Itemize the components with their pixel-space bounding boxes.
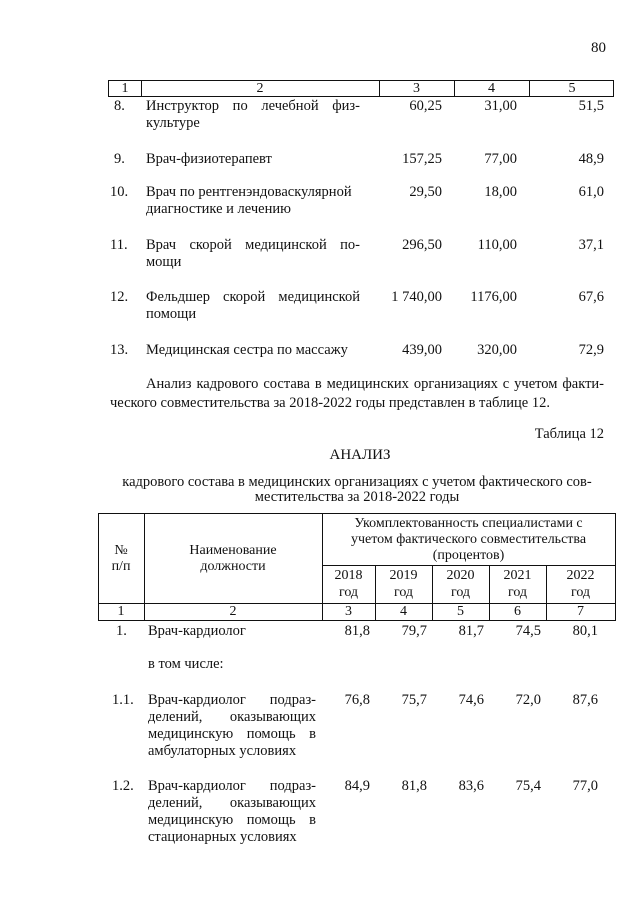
- table-subtitle-line: местительства за 2018-2022 годы: [254, 489, 460, 505]
- table1-cell: 110,00: [477, 237, 517, 253]
- table-label: Таблица 12: [534, 426, 604, 442]
- table1-row-number: 13.: [110, 342, 129, 358]
- table1-cell: 60,25: [409, 98, 442, 114]
- table12-cell: 77,0: [572, 778, 598, 794]
- table1-row-name: Медицинская сестра по массажу: [146, 342, 348, 358]
- table1-row-name: диагностике и лечению: [146, 201, 291, 217]
- table12-header-num: №: [114, 543, 128, 558]
- table1-cell: 51,5: [578, 98, 604, 114]
- table1-cell: 157,25: [402, 151, 442, 167]
- table12-row-name: делений, оказывающих: [148, 709, 316, 725]
- table12-row-name: стационарных условиях: [148, 829, 297, 845]
- table12-year-unit: год: [507, 585, 528, 600]
- table1-cell: 439,00: [402, 342, 442, 358]
- table12-cell: 75,7: [401, 692, 427, 708]
- table12-group-header: (процентов): [432, 548, 505, 563]
- table1-row-name: Инструктор по лечебной физ-: [146, 98, 360, 114]
- table1-row-name: Врач-физиотерапевт: [146, 151, 272, 167]
- table12-year-unit: год: [450, 585, 471, 600]
- table1-row-number: 9.: [114, 151, 125, 167]
- table12-cell: 75,4: [515, 778, 541, 794]
- table1-row-name: культуре: [146, 115, 200, 131]
- paragraph-line: ческого совместительства за 2018-2022 годы представлен в таблице 12.: [110, 395, 550, 411]
- table12-row-name: Врач-кардиолог: [148, 623, 246, 639]
- table1-cell: 31,00: [484, 98, 517, 114]
- table12-year: 2020: [446, 568, 475, 583]
- table1-cell: 296,50: [402, 237, 442, 253]
- table12-cell: 81,7: [458, 623, 484, 639]
- table1-header-5: 5: [568, 81, 576, 96]
- table-title: АНАЛИЗ: [329, 447, 391, 463]
- table12-row-number: 1.1.: [112, 692, 134, 708]
- table12-col-number: 5: [457, 604, 464, 619]
- table12-cell: 74,5: [515, 623, 541, 639]
- table1-row-name: Врач по рентгенэндоваскулярной: [146, 184, 352, 200]
- table12-col-number: 2: [229, 604, 237, 619]
- table12-cell: 79,7: [401, 623, 427, 639]
- table12-row-number: 1.2.: [112, 778, 134, 794]
- table12-cell: 80,1: [572, 623, 598, 639]
- table12-cell: 83,6: [458, 778, 484, 794]
- table12-header-name: Наименование: [189, 543, 277, 558]
- table12-cell: 84,9: [344, 778, 370, 794]
- table12-cell: 87,6: [572, 692, 598, 708]
- table1-cell: 77,00: [484, 151, 517, 167]
- table12-year: 2018: [334, 568, 363, 583]
- table1-cell: 1 740,00: [391, 289, 442, 305]
- table1-cell: 72,9: [578, 342, 604, 358]
- table12-col-number: 3: [345, 604, 352, 619]
- page-number: 80: [591, 40, 606, 56]
- table1-cell: 18,00: [484, 184, 517, 200]
- table12-group-header: Укомплектованность специалистами с: [354, 516, 583, 531]
- table12-col-number: 4: [400, 604, 407, 619]
- table1-cell: 320,00: [477, 342, 517, 358]
- table1-header-4: 4: [488, 81, 495, 96]
- table12-col-number: 7: [577, 604, 584, 619]
- table1-cell: 37,1: [578, 237, 604, 253]
- table12-year-unit: год: [338, 585, 359, 600]
- table12-row-name: амбулаторных условиях: [148, 743, 297, 759]
- table12-row-number: 1.: [116, 623, 127, 639]
- table1-row-number: 8.: [114, 98, 125, 114]
- table1-cell: 67,6: [578, 289, 604, 305]
- table12-row-name: Врач-кардиолог подраз-: [148, 778, 316, 794]
- table12-cell: 76,8: [344, 692, 370, 708]
- table12-cell: 74,6: [458, 692, 484, 708]
- table1-row-name: Врач скорой медицинской по-: [146, 237, 360, 253]
- table12-col-number: 6: [514, 604, 521, 619]
- table1-header-row: [108, 80, 614, 97]
- table1-row-name: мощи: [146, 254, 182, 270]
- table1-cell: 1176,00: [470, 289, 517, 305]
- table1-row-number: 11.: [110, 237, 128, 253]
- table12-year: 2021: [503, 568, 532, 583]
- table1-row-number: 12.: [110, 289, 129, 305]
- table12-group-header: учетом фактического совместительства: [350, 532, 587, 547]
- table12-cell: 72,0: [515, 692, 541, 708]
- table1-header-3: 3: [413, 81, 420, 96]
- table12-row-name: в том числе:: [148, 656, 224, 672]
- table12-col-number: 1: [117, 604, 125, 619]
- table12-year-unit: год: [393, 585, 414, 600]
- table12-row-name: делений, оказывающих: [148, 795, 316, 811]
- table12-year-unit: год: [570, 585, 591, 600]
- table12-row-name: медицинскую помощь в: [148, 726, 316, 742]
- table12-cell: 81,8: [344, 623, 370, 639]
- table1-row-name: Фельдшер скорой медицинской: [146, 289, 360, 305]
- table12-row-name: медицинскую помощь в: [148, 812, 316, 828]
- table12-year: 2019: [389, 568, 418, 583]
- table1-row-number: 10.: [110, 184, 129, 200]
- paragraph-line: Анализ кадрового состава в медицинских организациях с учетом факти-: [146, 376, 604, 392]
- table1-row-name: помощи: [146, 306, 197, 322]
- table12-cell: 81,8: [401, 778, 427, 794]
- table12-header-name: должности: [200, 559, 266, 574]
- table1-cell: 61,0: [578, 184, 604, 200]
- table12-year: 2022: [566, 568, 595, 583]
- table1-cell: 48,9: [578, 151, 604, 167]
- table12-row-name: Врач-кардиолог подраз-: [148, 692, 316, 708]
- table12-header-num: п/п: [111, 559, 131, 574]
- table1-cell: 29,50: [409, 184, 442, 200]
- table-subtitle-line: кадрового состава в медицинских организациях с учетом фактического сов-: [122, 474, 592, 490]
- table1-header-1: 1: [121, 81, 129, 96]
- table1-header-2: 2: [256, 81, 264, 96]
